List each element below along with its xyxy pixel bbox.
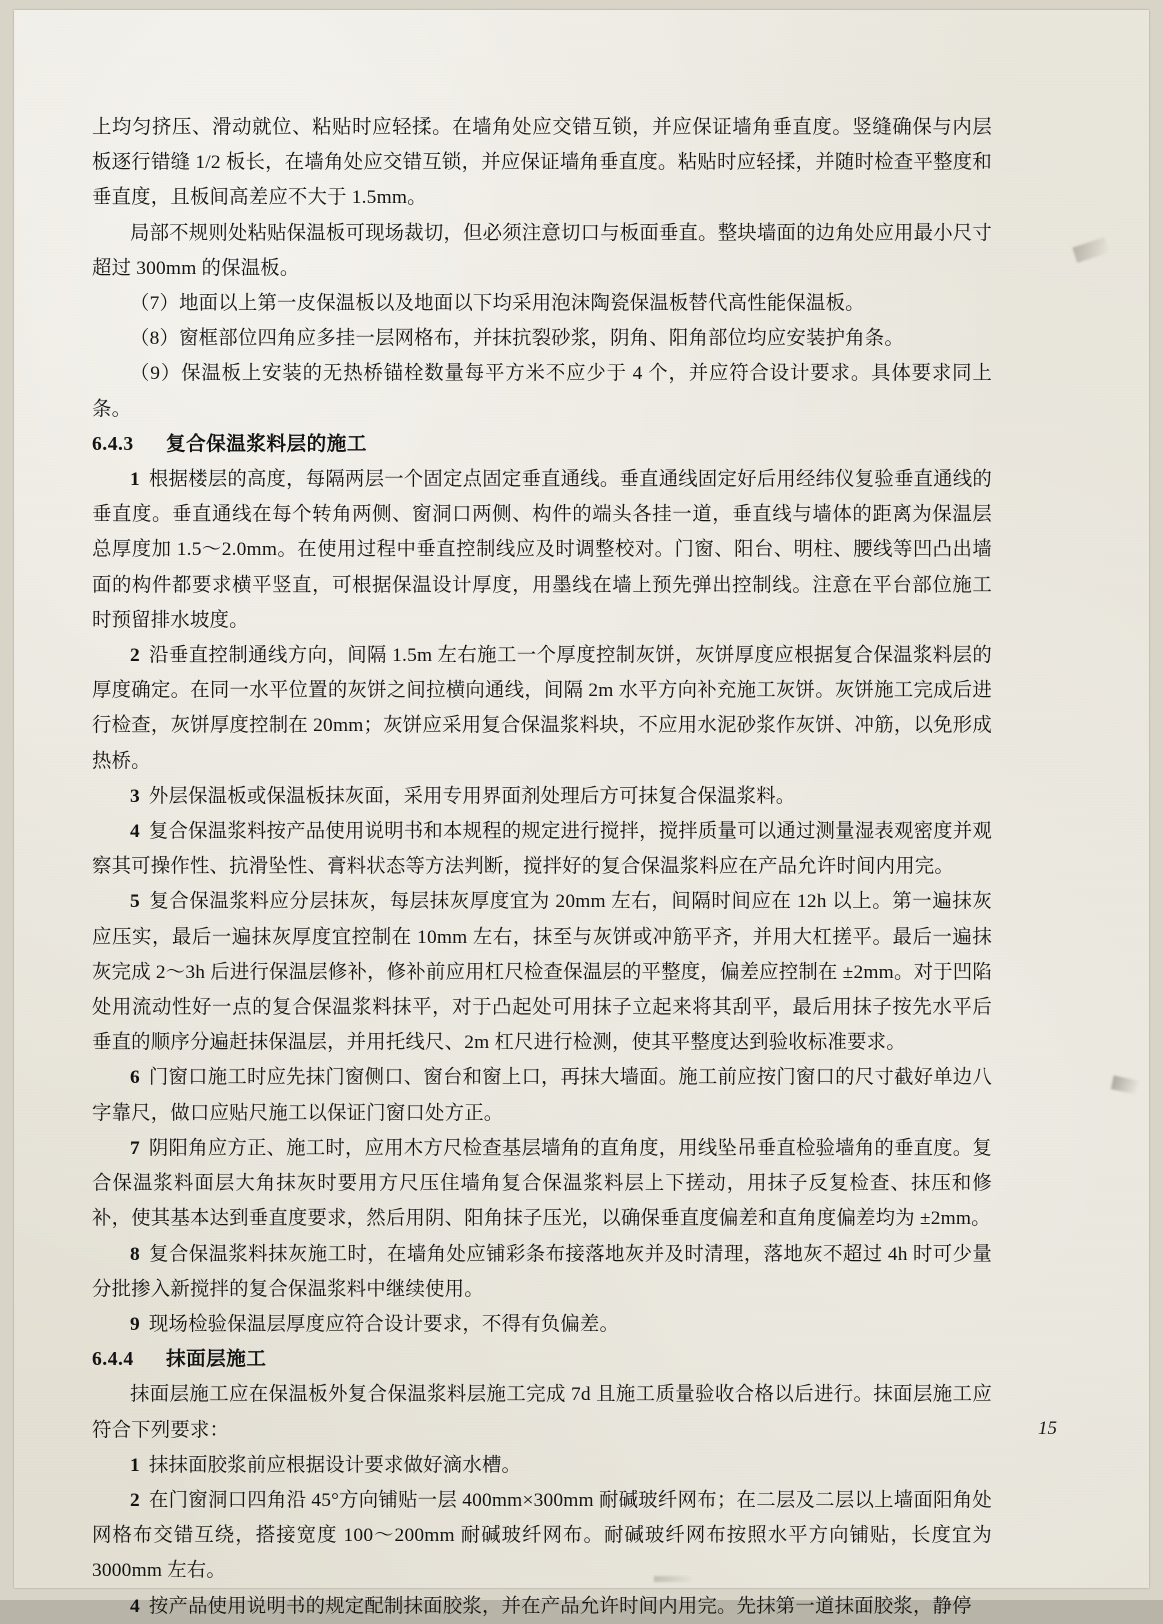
section-heading-6-4-3: [92, 427, 992, 462]
numbered-item: [92, 814, 992, 884]
item-marker: 2: [130, 645, 140, 667]
numbered-item: [92, 1237, 992, 1307]
item-marker: 8: [130, 1243, 140, 1265]
paragraph-item-9: （9）保温板上安装的无热桥锚栓数量每平方米不应少于 4 个，并应符合设计要求。具体要求同上条。: [92, 363, 992, 420]
item-marker: 5: [130, 891, 140, 913]
scan-smudge: [1072, 237, 1109, 263]
section-title: 抹面层施工: [166, 1349, 267, 1371]
item-marker: 3: [130, 785, 140, 807]
paragraph: 局部不规则处粘贴保温板可现场裁切，但必须注意切口与板面垂直。整块墙面的边角处应用最小尺寸超过 300mm 的保温板。: [92, 222, 992, 279]
numbered-item: [92, 779, 992, 814]
item-marker: 9: [130, 1313, 140, 1335]
paragraph: 上均匀挤压、滑动就位、粘贴时应轻揉。在墙角处应交错互锁，并应保证墙角垂直度。竖缝确保与内层板逐行错缝 1/2 板长，在墙角处应交错互锁，并应保证墙角垂直度。粘贴时应轻揉，并随时检查平整度和垂直度，且板间高差应不大于 1.5mm。: [92, 117, 992, 209]
item-marker: 1: [130, 1454, 140, 1476]
paper-sheet: [14, 10, 1149, 1617]
numbered-item: [92, 1589, 992, 1624]
item-text: 根据楼层的高度，每隔两层一个固定点固定垂直通线。垂直通线固定好后用经纬仪复验垂直通线的垂直度。垂直通线在每个转角两侧、窗洞口两侧、构件的端头各挂一道，垂直线与墙体的距离为保温层总厚度加 1.5～2.0mm。在使用过程中垂直控制线应及时调整校对。门窗、阳台、明柱、腰线等凹凸出墙面的构件都要求横平竖直，可根据保温设计厚度，用墨线在墙上预先弹出控制线。注意在平台部位施工时预留排水坡度。: [92, 469, 992, 631]
numbered-item: [92, 1131, 992, 1237]
item-marker: 1: [130, 469, 140, 491]
item-text: 抹抹面胶浆前应根据设计要求做好滴水槽。: [148, 1454, 522, 1476]
item-text: 阴阳角应方正、施工时，应用木方尺检查基层墙角的直角度，用线坠吊垂直检验墙角的垂直度。复合保温浆料面层大角抹灰时要用方尺压住墙角复合保温浆料层上下搓动，用抹子反复检查、抹压和修补，使其基本达到垂直度要求，然后用阴、阳角抹子压光，以确保垂直度偏差和直角度偏差均为 ±2mm。: [92, 1137, 992, 1230]
item-text: 沿垂直控制通线方向，间隔 1.5m 左右施工一个厚度控制灰饼，灰饼厚度应根据复合保温浆料层的厚度确定。在同一水平位置的灰饼之间拉横向通线，间隔 2m 水平方向补充施工灰饼。灰饼施工完成后进行检查，灰饼厚度控制在 20mm；灰饼应采用复合保温浆料块，不应用水泥砂浆作灰饼、冲筋，以免形成热桥。: [92, 645, 992, 772]
item-text: 现场检验保温层厚度应符合设计要求，不得有负偏差。: [148, 1313, 620, 1335]
scan-smudge: [1111, 1075, 1139, 1094]
numbered-item: [92, 884, 992, 1060]
numbered-item: [92, 1483, 992, 1589]
item-marker: 2: [130, 1489, 140, 1511]
item-marker: 7: [130, 1137, 140, 1159]
section-number: 6.4.4: [92, 1349, 134, 1371]
section-heading-6-4-4: [92, 1342, 992, 1377]
paragraph: 抹面层施工应在保温板外复合保温浆料层施工完成 7d 且施工质量验收合格以后进行。抹面层施工应符合下列要求：: [92, 1384, 992, 1441]
item-text: 门窗口施工时应先抹门窗侧口、窗台和窗上口，再抹大墙面。施工前应按门窗口的尺寸截好单边八字靠尺，做口应贴尺施工以保证门窗口处方正。: [92, 1067, 992, 1124]
item-marker: 6: [130, 1067, 140, 1089]
paragraph-item-7: （7）地面以上第一皮保温板以及地面以下均采用泡沫陶瓷保温板替代高性能保温板。: [130, 293, 865, 315]
numbered-item: [92, 1448, 992, 1483]
numbered-item: [92, 638, 992, 779]
section-title: 复合保温浆料层的施工: [166, 433, 367, 455]
item-text: 在门窗洞口四角沿 45°方向铺贴一层 400mm×300mm 耐碱玻纤网布；在二层及二层以上墙面阳角处网格布交错互绕，搭接宽度 100～200mm 耐碱玻纤网布。耐碱玻纤网布按照水平方向铺贴，长度宜为 3000mm 左右。: [92, 1489, 992, 1582]
item-text: 复合保温浆料抹灰施工时，在墙角处应铺彩条布接落地灰并及时清理，落地灰不超过 4h 时可少量分批掺入新搅拌的复合保温浆料中继续使用。: [92, 1243, 992, 1300]
numbered-item: [92, 1060, 992, 1130]
numbered-item: [92, 1307, 992, 1342]
item-text: 复合保温浆料按产品使用说明书和本规程的规定进行搅拌，搅拌质量可以通过测量湿表观密度并观察其可操作性、抗滑坠性、膏料状态等方法判断，搅拌好的复合保温浆料应在产品允许时间内用完。: [92, 821, 992, 878]
item-text: 按产品使用说明书的规定配制抹面胶浆，并在产品允许时间内用完。先抹第一道抹面胶浆，静停: [148, 1595, 972, 1617]
item-marker: 4: [130, 1595, 140, 1617]
item-text: 外层保温板或保温板抹灰面，采用专用界面剂处理后方可抹复合保温浆料。: [148, 785, 796, 807]
document-body: [92, 110, 992, 1624]
numbered-item: [92, 462, 992, 638]
page-number: 15: [1038, 1418, 1057, 1439]
item-text: 复合保温浆料应分层抹灰，每层抹灰厚度宜为 20mm 左右，间隔时间应在 12h 以上。第一遍抹灰应压实，最后一遍抹灰厚度宜控制在 10mm 左右，抹至与灰饼或冲筋平齐，并用大杠搓平。最后一遍抹灰完成 2～3h 后进行保温层修补，修补前应用杠尺检查保温层的平整度，偏差应控制在 ±2mm。对于凹陷处用流动性好一点的复合保温浆料抹平，对于凸起处可用抹子立起来将其刮平，最后用抹子按先水平后垂直的顺序分遍赶抹保温层，并用托线尺、2m 杠尺进行检测，使其平整度达到验收标准要求。: [92, 891, 992, 1054]
section-number: 6.4.3: [92, 433, 134, 455]
item-marker: 4: [130, 821, 140, 843]
paragraph-item-8: （8）窗框部位四角应多挂一层网格布，并抹抗裂砂浆，阴角、阳角部位均应安装护角条。: [130, 328, 904, 350]
